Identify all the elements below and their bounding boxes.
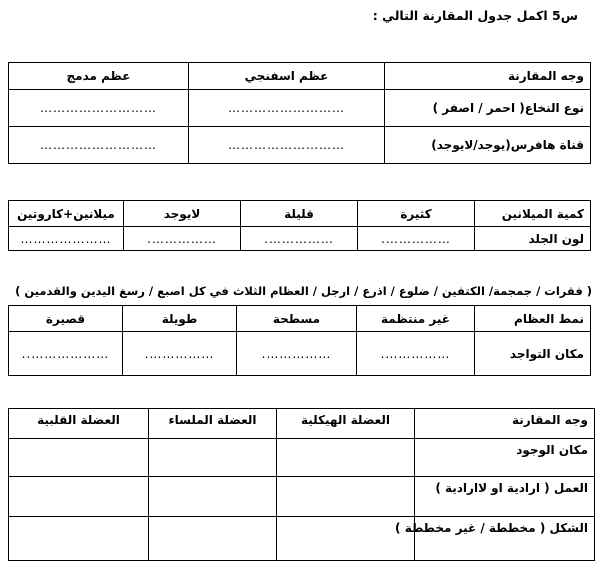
question-title: س5 اكمل جدول المقارنة التالي : [372, 8, 578, 23]
row-label: مكان التواجد [475, 332, 591, 376]
header-cell: العضلة الملساء [149, 409, 277, 439]
answer-blank[interactable]: ……………. [241, 227, 358, 251]
answer-blank[interactable]: ……………. [358, 227, 475, 251]
row-label: مكان الوجود [415, 439, 595, 477]
row-label: لون الجلد [475, 227, 591, 251]
header-cell: عظم اسفنجي [189, 63, 385, 90]
row-label: نوع النخاع( احمر / اصفر ) [385, 90, 591, 127]
answer-blank[interactable]: ………………… [9, 227, 124, 251]
melanin-skin-color-table [8, 200, 591, 251]
header-cell: كثيرة [358, 201, 475, 227]
answer-blank[interactable]: ……………. [357, 332, 475, 376]
header-cell: نمط العظام [475, 306, 591, 332]
answer-cell[interactable] [277, 517, 415, 561]
header-cell: وجه المقارنة [385, 63, 591, 90]
header-cell: قصيرة [9, 306, 123, 332]
answer-blank[interactable]: ……………………… [9, 127, 189, 164]
header-cell: عظم مدمج [9, 63, 189, 90]
answer-cell[interactable] [9, 517, 149, 561]
answer-blank[interactable]: ……………………… [189, 127, 385, 164]
answer-cell[interactable] [149, 517, 277, 561]
header-cell: طويلة [123, 306, 237, 332]
header-cell: غير منتظمة [357, 306, 475, 332]
header-cell: وجه المقارنة [415, 409, 595, 439]
answer-blank[interactable]: ……………….. [9, 332, 123, 376]
answer-cell[interactable] [277, 477, 415, 517]
answer-cell[interactable] [9, 477, 149, 517]
answer-cell[interactable] [277, 439, 415, 477]
header-cell: العضلة القلبية [9, 409, 149, 439]
bone-types-comparison-table [8, 62, 591, 164]
row-label: الشكل ( مخططة / غير مخططة ) [415, 517, 595, 561]
header-cell: العضلة الهيكلية [277, 409, 415, 439]
muscle-types-comparison-table [8, 408, 595, 561]
answer-blank[interactable]: ……………. [124, 227, 241, 251]
answer-blank[interactable]: ……………. [237, 332, 357, 376]
answer-blank[interactable]: ……………………… [189, 90, 385, 127]
header-cell: قليلة [241, 201, 358, 227]
bone-shapes-table [8, 305, 591, 376]
row-label: العمل ( ارادية او لاارادية ) [415, 477, 595, 517]
bones-list-note: ( فقرات / جمجمة/ الكتفين / ضلوع / اذرع / ارجل / العظام الثلاث في كل اصبع / رسغ اليدين والقدمين ) [15, 284, 592, 298]
row-label: قناة هافرس(يوجد/لايوجد) [385, 127, 591, 164]
answer-blank[interactable]: ……………. [123, 332, 237, 376]
answer-blank[interactable]: ……………………… [9, 90, 189, 127]
header-cell: ميلانين+كاروتين [9, 201, 124, 227]
header-cell: لايوجد [124, 201, 241, 227]
header-cell: مسطحة [237, 306, 357, 332]
header-cell: كمية الميلانين [475, 201, 591, 227]
answer-cell[interactable] [9, 439, 149, 477]
answer-cell[interactable] [149, 477, 277, 517]
answer-cell[interactable] [149, 439, 277, 477]
